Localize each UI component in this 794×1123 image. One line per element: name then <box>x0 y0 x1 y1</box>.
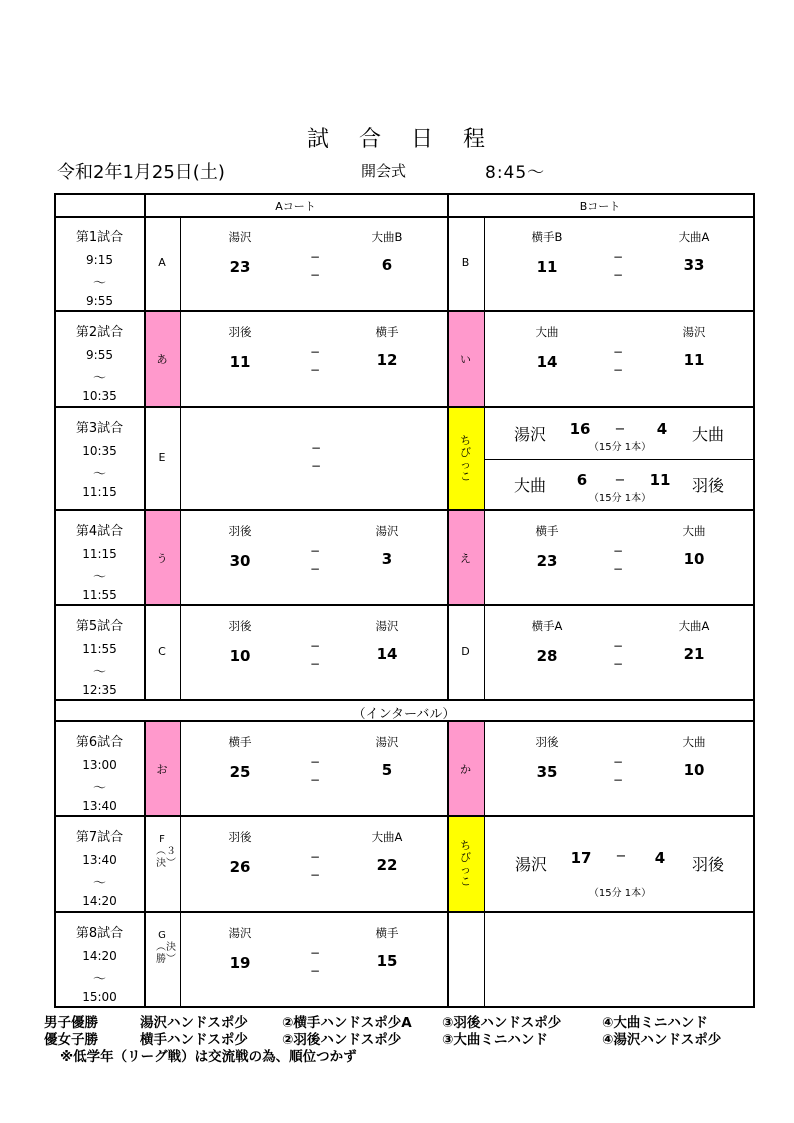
label-column-rule <box>144 721 146 1007</box>
team2-score: 10 <box>683 761 705 779</box>
time-tilde: 〜 <box>92 972 107 987</box>
match-label: 第6試合 <box>75 735 124 750</box>
chibikko-team2: 羽後 <box>691 855 725 874</box>
court-a-match-code: F︵３決︶ <box>156 834 176 869</box>
page-title: 試 合 日 程 <box>306 127 488 152</box>
chibikko-team1: 大曲 <box>513 476 547 495</box>
results-footer <box>44 1015 722 1066</box>
team1-score: 23 <box>229 258 251 276</box>
court-a-code-rule <box>180 510 181 605</box>
team2-score: 10 <box>683 550 705 568</box>
time-tilde: 〜 <box>92 467 107 482</box>
match-end-time: 9:55 <box>86 294 113 308</box>
court-b-code-rule <box>484 510 485 605</box>
team2-name: 大曲A <box>371 830 403 844</box>
court-a-match-code: G︵決勝︶ <box>156 929 176 965</box>
row-rule <box>55 604 753 606</box>
team2-score: 15 <box>376 952 398 970</box>
row-rule <box>55 310 753 312</box>
match-start-time: 13:40 <box>82 853 117 867</box>
team1-name: 湯沢 <box>228 926 252 940</box>
team2-name: 湯沢 <box>375 619 399 633</box>
court-b-code-rule <box>484 605 485 700</box>
chibikko-score1: 16 <box>569 420 591 438</box>
header-rule <box>144 194 146 216</box>
row-rule <box>55 815 753 817</box>
table-border-left <box>54 193 56 1007</box>
chibikko-team1: 湯沢 <box>513 425 547 444</box>
score-dash: − <box>612 345 624 359</box>
match-start-time: 13:00 <box>82 758 117 772</box>
team1-score: 10 <box>229 647 251 665</box>
team2-name: 湯沢 <box>682 325 706 339</box>
court-a-match-code: E <box>158 450 166 464</box>
label-column-rule <box>144 194 146 700</box>
court-b-match-code: い <box>460 353 471 366</box>
score-dash: − <box>612 773 624 787</box>
team1-name: 羽後 <box>228 830 252 844</box>
team1-name: 羽後 <box>228 619 252 633</box>
result-entry: 湯沢ハンドスポ少 <box>140 1015 248 1031</box>
result-entry: ④湯沢ハンドスポ少 <box>602 1032 722 1048</box>
chibikko-score2: 4 <box>656 420 668 438</box>
score-dash: − <box>309 345 321 359</box>
result-entry: 優女子勝 <box>44 1032 98 1048</box>
court-b-match-code: え <box>460 551 471 565</box>
chibikko-dash: − <box>614 422 626 437</box>
team2-name: 大曲 <box>682 735 706 749</box>
chibikko-note: （15分 1本） <box>588 442 652 453</box>
court-b-code-rule <box>484 721 485 816</box>
result-entry: ②羽後ハンドスポ少 <box>282 1032 402 1048</box>
row-rule <box>55 699 753 701</box>
match-start-time: 11:55 <box>82 642 117 656</box>
court-a-code-rule <box>180 816 181 912</box>
chibikko-split-rule <box>484 459 753 460</box>
match-label: 第8試合 <box>75 926 124 941</box>
court-divider-rule <box>447 194 449 700</box>
court-b-match-code: ちびっこ <box>460 433 471 483</box>
court-b-match-code: か <box>460 762 471 776</box>
result-entry: 横手ハンドスポ少 <box>140 1032 248 1048</box>
court-b-match-code: B <box>461 255 470 269</box>
team1-score: 30 <box>229 552 251 570</box>
team2-score: 21 <box>683 645 705 663</box>
court-a-code-rule <box>180 407 181 510</box>
team2-score: 33 <box>683 256 705 274</box>
match-start-time: 11:15 <box>82 547 117 561</box>
score-dash: − <box>612 562 624 576</box>
score-dash: − <box>612 755 624 769</box>
court-b-match-code: D <box>461 644 470 658</box>
score-dash: − <box>309 773 321 787</box>
team1-name: 横手 <box>535 524 559 538</box>
result-entry: ③羽後ハンドスポ少 <box>442 1015 562 1031</box>
court-a-code-rule <box>180 216 181 311</box>
score-dash: − <box>612 544 624 558</box>
time-tilde: 〜 <box>92 570 107 585</box>
team2-score: 14 <box>376 645 398 663</box>
team1-score: 26 <box>229 858 251 876</box>
time-tilde: 〜 <box>92 276 107 291</box>
match-label: 第5試合 <box>75 619 124 634</box>
girls-results-row <box>44 1032 722 1049</box>
court-a-header: Aコート <box>275 200 316 213</box>
team1-name: 横手B <box>531 230 563 244</box>
match-label: 第3試合 <box>75 421 124 436</box>
court-a-code-rule <box>180 912 181 1007</box>
match-end-time: 14:20 <box>82 894 117 908</box>
score-dash: − <box>309 268 321 282</box>
table-border-bottom <box>54 1006 755 1008</box>
team1-score: 11 <box>229 353 251 371</box>
court-a-match-code: C <box>158 644 166 658</box>
match-label: 第2試合 <box>75 325 124 340</box>
score-dash: − <box>309 964 321 978</box>
court-a-match-code: う <box>156 551 168 565</box>
court-a-match-code: A <box>158 255 166 269</box>
court-divider-rule <box>447 721 449 1007</box>
score-dash: − <box>612 639 624 653</box>
team2-score: 5 <box>381 761 393 779</box>
result-entry: ②横手ハンドスポ少A <box>282 1015 412 1031</box>
chibikko-score2: 11 <box>649 471 671 489</box>
court-b-code-rule <box>484 216 485 311</box>
court-b-match-code: ちびっこ <box>460 839 471 888</box>
team1-score: 19 <box>229 954 251 972</box>
court-a-code-rule <box>180 721 181 816</box>
team1-score: 14 <box>536 353 558 371</box>
time-tilde: 〜 <box>92 665 107 680</box>
interval-row: （インターバル） <box>352 707 456 722</box>
footer-note: ※低学年（リーグ戦）は交流戦の為、順位つかず <box>60 1049 357 1065</box>
header-rule <box>55 216 753 218</box>
match-end-time: 12:35 <box>82 683 117 697</box>
chibikko-score1: 17 <box>570 849 592 867</box>
score-dash: − <box>310 441 322 455</box>
team1-score: 35 <box>536 763 558 781</box>
row-rule <box>55 406 753 408</box>
team2-score: 22 <box>376 856 398 874</box>
match-start-time: 14:20 <box>82 949 117 963</box>
row-rule <box>55 509 753 511</box>
team2-name: 湯沢 <box>375 735 399 749</box>
score-dash: − <box>612 657 624 671</box>
score-dash: − <box>612 363 624 377</box>
table-border-right <box>753 193 755 1007</box>
chibikko-score2: 4 <box>654 849 666 867</box>
team2-name: 横手 <box>375 325 399 339</box>
match-end-time: 10:35 <box>82 389 117 403</box>
chibikko-score1: 6 <box>576 471 588 489</box>
time-tilde: 〜 <box>92 371 107 386</box>
team2-name: 横手 <box>375 926 399 940</box>
chibikko-team1: 湯沢 <box>514 855 548 874</box>
score-dash: − <box>309 250 321 264</box>
match-start-time: 10:35 <box>82 444 117 458</box>
chibikko-team2: 大曲 <box>691 425 725 444</box>
opening-ceremony-label: 開会式 <box>361 162 407 180</box>
team1-score: 28 <box>536 647 558 665</box>
match-end-time: 13:40 <box>82 799 117 813</box>
score-dash: − <box>309 544 321 558</box>
score-dash: − <box>309 946 321 960</box>
team1-name: 湯沢 <box>228 230 252 244</box>
match-start-time: 9:55 <box>86 348 113 362</box>
court-a-code-rule <box>180 605 181 700</box>
score-dash: − <box>612 268 624 282</box>
court-b-code-rule <box>484 912 485 1007</box>
team1-score: 23 <box>536 552 558 570</box>
chibikko-note: （15分 1本） <box>588 493 652 504</box>
match-end-time: 11:15 <box>82 485 117 499</box>
court-b-code-rule <box>484 311 485 407</box>
score-dash: − <box>309 639 321 653</box>
court-a-code-rule <box>180 311 181 407</box>
score-dash: − <box>309 868 321 882</box>
table-border-top <box>54 193 755 195</box>
time-tilde: 〜 <box>92 781 107 796</box>
court-a-match-code: お <box>156 762 168 776</box>
chibikko-note: （15分 1本） <box>588 888 652 899</box>
team1-name: 横手 <box>228 735 252 749</box>
chibikko-dash: − <box>615 849 627 864</box>
boys-results-row <box>44 1015 708 1032</box>
court-b-code-rule <box>484 816 485 912</box>
match-label: 第1試合 <box>75 230 124 245</box>
team1-score: 11 <box>536 258 558 276</box>
time-tilde: 〜 <box>92 876 107 891</box>
team1-score: 25 <box>229 763 251 781</box>
match-label: 第4試合 <box>75 524 124 539</box>
court-b-header: Bコート <box>579 200 621 213</box>
score-dash: − <box>309 850 321 864</box>
header-rule <box>447 194 449 216</box>
score-dash: − <box>612 250 624 264</box>
score-dash: − <box>309 657 321 671</box>
chibikko-dash: − <box>614 473 626 488</box>
team2-name: 大曲A <box>678 619 710 633</box>
team2-score: 12 <box>376 351 398 369</box>
result-entry: ④大曲ミニハンド <box>602 1015 708 1031</box>
team2-score: 6 <box>381 256 393 274</box>
opening-ceremony-time: 8:45〜 <box>485 163 546 183</box>
match-end-time: 11:55 <box>82 588 117 602</box>
team1-name: 横手A <box>531 619 563 633</box>
team1-name: 羽後 <box>535 735 559 749</box>
team2-name: 湯沢 <box>375 524 399 538</box>
court-a-match-code: あ <box>156 353 168 366</box>
score-dash: − <box>309 755 321 769</box>
chibikko-team2: 羽後 <box>691 476 725 495</box>
team2-name: 大曲 <box>682 524 706 538</box>
match-label: 第7試合 <box>75 830 124 845</box>
score-dash: − <box>309 562 321 576</box>
team1-name: 羽後 <box>228 325 252 339</box>
score-dash: − <box>309 363 321 377</box>
team2-name: 大曲B <box>371 230 403 244</box>
result-entry: ③大曲ミニハンド <box>442 1032 548 1048</box>
team2-name: 大曲A <box>678 230 710 244</box>
team1-name: 大曲 <box>535 325 559 339</box>
score-dash: − <box>310 459 322 473</box>
team1-name: 羽後 <box>228 524 252 538</box>
team2-score: 3 <box>381 550 393 568</box>
team2-score: 11 <box>683 351 705 369</box>
match-end-time: 15:00 <box>82 990 117 1004</box>
row-rule <box>55 911 753 913</box>
event-date: 令和2年1月25日(土) <box>57 162 225 183</box>
result-entry: 男子優勝 <box>44 1015 98 1031</box>
match-start-time: 9:15 <box>86 253 113 267</box>
